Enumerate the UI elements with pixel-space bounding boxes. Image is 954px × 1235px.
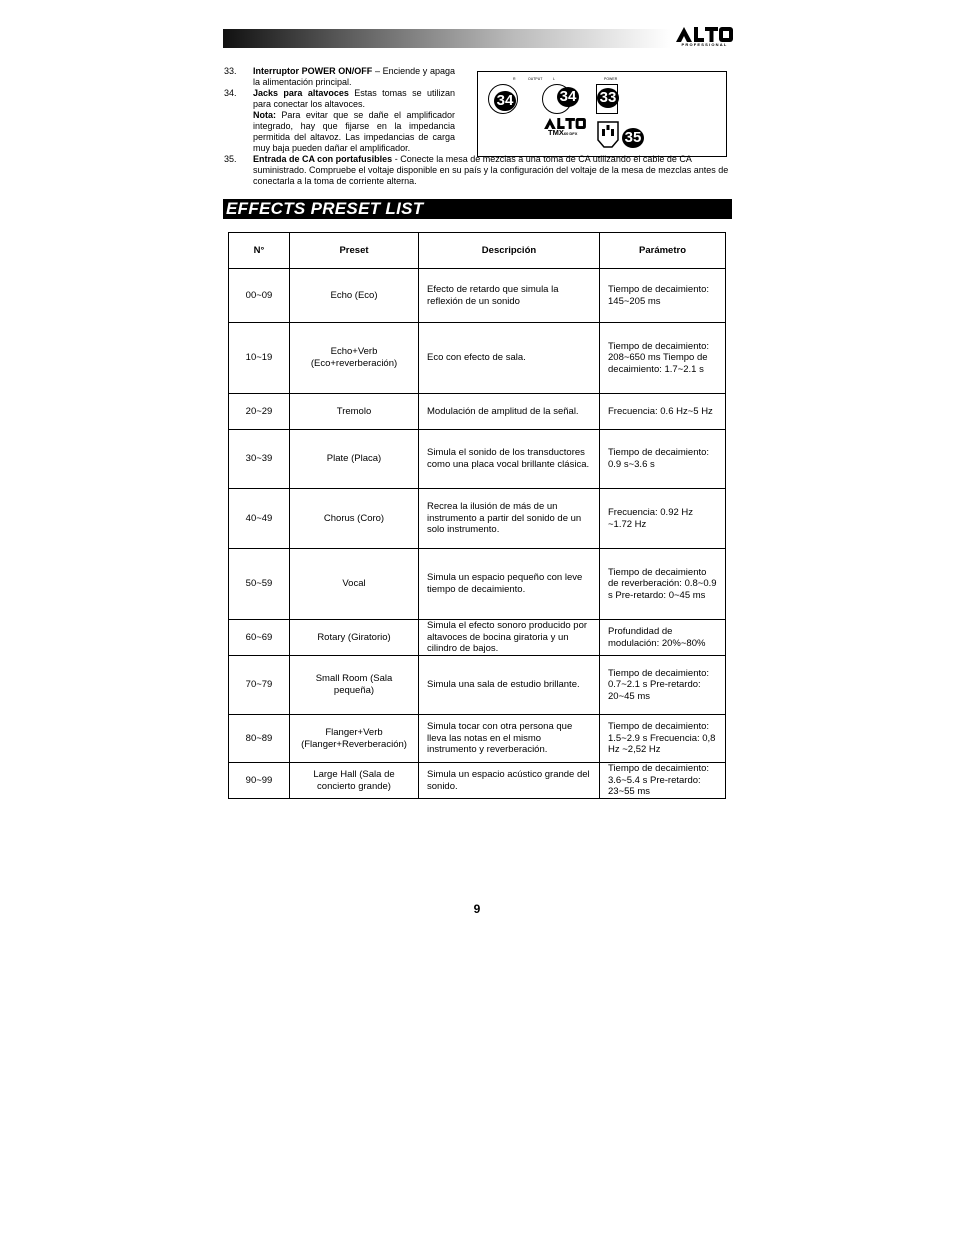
jack-right-label: R [513, 77, 516, 81]
table-row [229, 430, 726, 489]
table-row [229, 620, 726, 656]
cell-preset: Large Hall (Sala de concierto grande) [290, 763, 419, 799]
table-row [229, 269, 726, 323]
cell-description: Simula un espacio acústico grande del sonido. [419, 763, 600, 799]
item-34-note-label: Nota: [253, 110, 276, 120]
cell-description: Simula un espacio pequeño con leve tiempo de decaimiento. [419, 549, 600, 620]
cell-parameter: Profundidad de modulación: 20%~80% [600, 620, 726, 656]
cell-number: 40~49 [229, 489, 290, 549]
cell-preset: Chorus (Coro) [290, 489, 419, 549]
item-34-note-text: Para evitar que se dañe el amplificador integrado, hay que fijarse en la impedancia permitida del altavoz. Las impedancias de carga muy baja pueden dañar el amplificador. [253, 110, 455, 153]
cell-parameter: Frecuencia: 0.6 Hz~5 Hz [600, 394, 726, 430]
table-row [229, 323, 726, 394]
cell-preset: Echo (Eco) [290, 269, 419, 323]
item-33-text [253, 66, 455, 88]
header-parameter: Parámetro [600, 233, 726, 269]
cell-parameter: Tiempo de decaimiento: 0.7~2.1 s Pre-retardo: 20~45 ms [600, 656, 726, 715]
cell-number: 50~59 [229, 549, 290, 620]
cell-number: 30~39 [229, 430, 290, 489]
cell-number: 70~79 [229, 656, 290, 715]
cell-parameter: Tiempo de decaimiento: 3.6~5.4 s Pre-retardo: 23~55 ms [600, 763, 726, 799]
item-35-description: - Conecte la mesa de mezclas a una toma de CA utilizando el cable de CA suministrado. Compruebe el voltaje disponible en su país y la configuración del voltaje de la mesa de mezclas antes de conectarla a la toma de corriente alterna. [253, 154, 729, 186]
item-33-description: – Enciende y apaga la alimentación principal. [253, 66, 455, 87]
table-row [229, 656, 726, 715]
cell-preset: Vocal [290, 549, 419, 620]
ac-inlet-icon [595, 120, 621, 152]
cell-number: 90~99 [229, 763, 290, 799]
table-row [229, 549, 726, 620]
header-description: Descripción [419, 233, 600, 269]
cell-number: 10~19 [229, 323, 290, 394]
header-number: N° [229, 233, 290, 269]
item-34-number: 34. [224, 88, 237, 98]
cell-parameter: Tiempo de decaimiento: 208~650 ms Tiempo de decaimiento: 1.7~2.1 s [600, 323, 726, 394]
item-34-label: Jacks para altavoces [253, 88, 349, 98]
page-number: 9 [473, 902, 481, 916]
panel-model [548, 128, 577, 137]
cell-description: Recrea la ilusión de más de un instrumento a partir del sonido de un solo instrumento. [419, 489, 600, 549]
section-title: EFFECTS PRESET LIST [226, 199, 424, 218]
alto-logo-mark [676, 27, 733, 42]
cell-parameter: Frecuencia: 0.92 Hz ~1.72 Hz [600, 489, 726, 549]
cell-parameter: Tiempo de decaimiento de reverberación: 0.8~0.9 s Pre-retardo: 0~45 ms [600, 549, 726, 620]
callout-34-left: 34 [557, 87, 579, 107]
cell-description: Eco con efecto de sala. [419, 323, 600, 394]
cell-description: Simula una sala de estudio brillante. [419, 656, 600, 715]
item-35-text [253, 154, 731, 187]
item-35-number: 35. [224, 154, 237, 164]
logo-subtitle: PROFESSIONAL [681, 42, 728, 47]
item-33-number: 33. [224, 66, 237, 76]
panel-model-name: TMX [548, 128, 564, 137]
table-row [229, 715, 726, 763]
table-row [229, 394, 726, 430]
rear-panel-diagram [477, 71, 727, 157]
cell-description: Simula el efecto sonoro producido por altavoces de bocina giratoria y un cilindro de bajos. [419, 620, 600, 656]
cell-description: Simula el sonido de los transductores como una placa vocal brillante clásica. [419, 430, 600, 489]
header-gradient-bar [223, 29, 671, 48]
cell-description: Simula tocar con otra persona que lleva las notas en el mismo instrumento y reverberación. [419, 715, 600, 763]
cell-preset: Flanger+Verb (Flanger+Reverberación) [290, 715, 419, 763]
cell-number: 60~69 [229, 620, 290, 656]
jack-left-label: L [553, 77, 555, 81]
cell-parameter: Tiempo de decaimiento: 145~205 ms [600, 269, 726, 323]
cell-description: Modulación de amplitud de la señal. [419, 394, 600, 430]
callout-33: 33 [597, 88, 619, 108]
panel-model-suffix: 60 DFX [563, 131, 578, 136]
cell-preset: Rotary (Giratorio) [290, 620, 419, 656]
effects-preset-table [228, 232, 726, 799]
callout-35: 35 [622, 128, 644, 148]
cell-number: 00~09 [229, 269, 290, 323]
cell-number: 20~29 [229, 394, 290, 430]
cell-number: 80~89 [229, 715, 290, 763]
cell-preset: Plate (Placa) [290, 430, 419, 489]
table-row [229, 763, 726, 799]
callout-34-right: 34 [494, 91, 516, 111]
cell-preset: Echo+Verb (Eco+reverberación) [290, 323, 419, 394]
item-34-text [253, 88, 455, 154]
cell-preset: Tremolo [290, 394, 419, 430]
table-row [229, 489, 726, 549]
cell-parameter: Tiempo de decaimiento: 0.9 s~3.6 s [600, 430, 726, 489]
table-header-row [229, 233, 726, 269]
power-label: POWER [604, 77, 618, 81]
alto-logo [676, 27, 733, 49]
cell-preset: Small Room (Sala pequeña) [290, 656, 419, 715]
cell-parameter: Tiempo de decaimiento: 1.5~2.9 s Frecuencia: 0,8 Hz ~2,52 Hz [600, 715, 726, 763]
output-label: OUTPUT [528, 77, 543, 81]
cell-description: Efecto de retardo que simula la reflexión de un sonido [419, 269, 600, 323]
item-33-label: Interruptor POWER ON/OFF [253, 66, 373, 76]
item-34-description: Estas tomas se utilizan para conectar los altavoces. [253, 88, 455, 109]
item-35-label: Entrada de CA con portafusibles [253, 154, 393, 164]
header-preset: Preset [290, 233, 419, 269]
